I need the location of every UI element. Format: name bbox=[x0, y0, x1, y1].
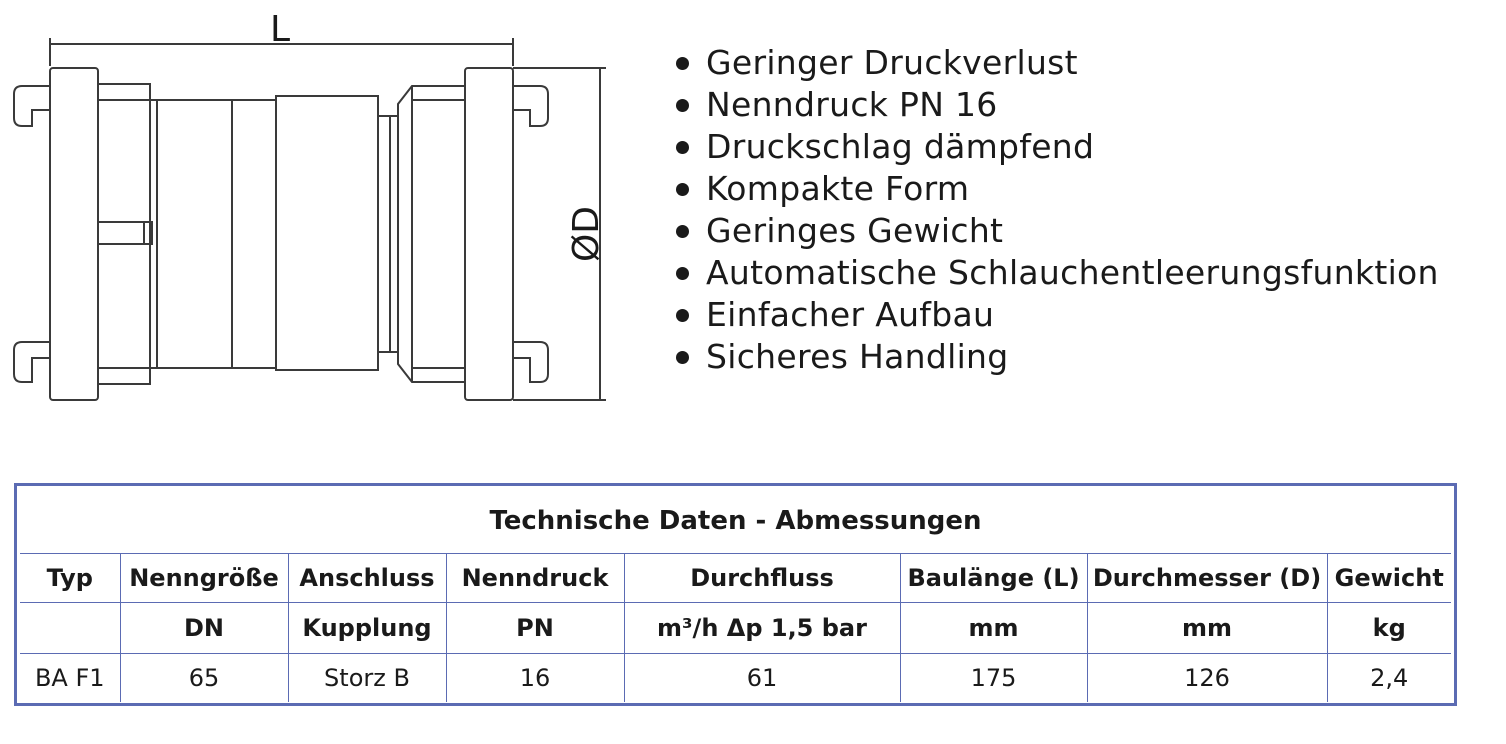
feature-item: Druckschlag dämpfend bbox=[676, 126, 1439, 168]
header-baulaenge: Baulänge (L) bbox=[900, 554, 1087, 603]
cell-gewicht: 2,4 bbox=[1327, 654, 1451, 703]
spec-table-frame bbox=[14, 483, 1457, 706]
feature-item: Kompakte Form bbox=[676, 168, 1439, 210]
feature-item: Nenndruck PN 16 bbox=[676, 84, 1439, 126]
feature-item: Geringer Druckverlust bbox=[676, 42, 1439, 84]
unit-baulaenge: mm bbox=[900, 603, 1087, 654]
cell-durchmesser: 126 bbox=[1087, 654, 1327, 703]
right-bottom-lug bbox=[513, 342, 548, 382]
header-durchfluss: Durchfluss bbox=[624, 554, 900, 603]
feature-item: Sicheres Handling bbox=[676, 336, 1439, 378]
length-label: L bbox=[269, 9, 291, 50]
bullet-icon bbox=[676, 99, 689, 112]
feature-item: Einfacher Aufbau bbox=[676, 294, 1439, 336]
right-top-lug bbox=[513, 86, 548, 126]
table-unit-row bbox=[20, 603, 1451, 654]
left-bottom-lug bbox=[14, 342, 50, 382]
unit-gewicht: kg bbox=[1327, 603, 1451, 654]
unit-typ bbox=[20, 603, 120, 654]
center-body bbox=[276, 96, 378, 370]
neck bbox=[378, 116, 398, 352]
cell-durchfluss: 61 bbox=[624, 654, 900, 703]
header-gewicht: Gewicht bbox=[1327, 554, 1451, 603]
unit-durchfluss: m³/h Δp 1,5 bar bbox=[624, 603, 900, 654]
feature-item: Geringes Gewicht bbox=[676, 210, 1439, 252]
bullet-icon bbox=[676, 267, 689, 280]
header-nenndruck: Nenndruck bbox=[446, 554, 624, 603]
bullet-icon bbox=[676, 309, 689, 322]
bullet-icon bbox=[676, 351, 689, 364]
left-body bbox=[150, 100, 276, 368]
table-row bbox=[20, 654, 1451, 703]
right-collar bbox=[398, 86, 465, 382]
spec-table bbox=[20, 489, 1451, 702]
cell-baulaenge: 175 bbox=[900, 654, 1087, 703]
bullet-icon bbox=[676, 141, 689, 154]
bullet-icon bbox=[676, 225, 689, 238]
table-title: Technische Daten - Abmessungen bbox=[20, 489, 1451, 554]
cell-typ: BA F1 bbox=[20, 654, 120, 703]
header-nenngroesse: Nenngröße bbox=[120, 554, 288, 603]
feature-list bbox=[676, 42, 1439, 378]
technical-drawing bbox=[0, 0, 660, 420]
left-top-lug bbox=[14, 86, 50, 126]
cell-anschluss: Storz B bbox=[288, 654, 446, 703]
cell-nenngroesse: 65 bbox=[120, 654, 288, 703]
cell-nenndruck: 16 bbox=[446, 654, 624, 703]
table-header-row bbox=[20, 554, 1451, 603]
right-flange bbox=[465, 68, 513, 400]
bullet-icon bbox=[676, 183, 689, 196]
header-typ: Typ bbox=[20, 554, 120, 603]
unit-nenngroesse: DN bbox=[120, 603, 288, 654]
unit-durchmesser: mm bbox=[1087, 603, 1327, 654]
unit-nenndruck: PN bbox=[446, 603, 624, 654]
bullet-icon bbox=[676, 57, 689, 70]
left-collar bbox=[98, 84, 150, 384]
header-durchmesser: Durchmesser (D) bbox=[1087, 554, 1327, 603]
diameter-label: ØD bbox=[566, 205, 607, 263]
left-flange bbox=[50, 68, 98, 400]
header-anschluss: Anschluss bbox=[288, 554, 446, 603]
unit-anschluss: Kupplung bbox=[288, 603, 446, 654]
feature-item: Automatische Schlauchentleerungsfunktion bbox=[676, 252, 1439, 294]
